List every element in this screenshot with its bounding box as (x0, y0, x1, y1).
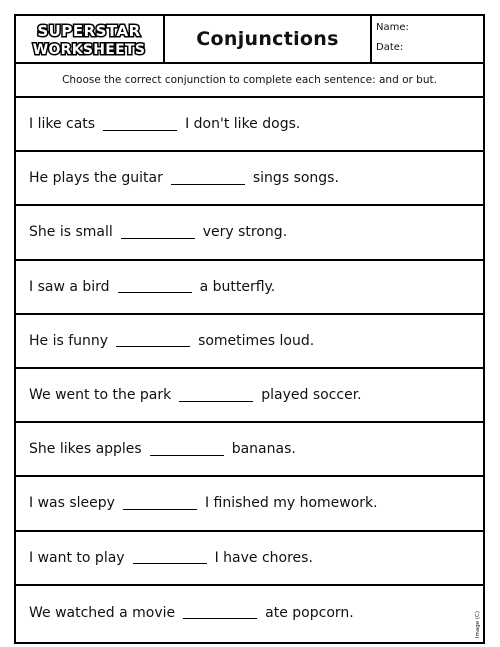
name-date-box (372, 16, 483, 62)
answer-blank[interactable] (150, 443, 224, 456)
sentence-start: I saw a bird (29, 278, 110, 295)
answer-blank[interactable] (171, 172, 245, 185)
page-title: Conjunctions (196, 28, 339, 50)
logo-text-worksheets: WORKSHEETS (32, 42, 146, 58)
sentence-end: sings songs. (252, 170, 339, 187)
answer-blank[interactable] (183, 606, 257, 619)
worksheet (14, 14, 485, 644)
answer-blank[interactable] (179, 389, 253, 402)
sentence-row (16, 369, 483, 423)
logo-text-superstar: SUPERSTAR (37, 22, 141, 40)
sentence-row (16, 315, 483, 369)
sentence-start: I like cats (29, 116, 96, 133)
sentence-start: We went to the park (29, 387, 172, 404)
title-cell (163, 16, 372, 62)
date-field-label: Date: (376, 42, 404, 53)
answer-blank[interactable] (103, 118, 177, 131)
superstar-worksheets-logo (20, 20, 158, 58)
sentence-end: ate popcorn. (265, 604, 354, 621)
sentence-start: She likes apples (29, 441, 142, 458)
sentence-row (16, 532, 483, 586)
sentence-start: He is funny (29, 332, 109, 349)
sentence-start: She is small (29, 224, 113, 241)
sentence-row (16, 206, 483, 260)
copyright-note: Image (C) (475, 610, 481, 638)
answer-blank[interactable] (123, 497, 197, 510)
sentence-end: sometimes loud. (198, 332, 315, 349)
sentence-end: bananas. (231, 441, 296, 458)
answer-blank[interactable] (133, 551, 207, 564)
sentence-row (16, 586, 483, 640)
sentence-end: I finished my homework. (204, 495, 378, 512)
sentence-start: We watched a movie (29, 604, 176, 621)
instructions: Choose the correct conjunction to complete each sentence: and or but. (16, 64, 483, 98)
sentence-row (16, 261, 483, 315)
answer-blank[interactable] (118, 280, 192, 293)
sentence-end: I don't like dogs. (185, 116, 301, 133)
worksheet-header (16, 16, 483, 64)
sentence-start: I want to play (29, 549, 125, 566)
sentence-row (16, 423, 483, 477)
sentence-end: very strong. (202, 224, 288, 241)
sentence-row (16, 477, 483, 531)
name-field-label: Name: (376, 22, 409, 33)
sentence-start: He plays the guitar (29, 170, 163, 187)
sentence-row (16, 152, 483, 206)
sentence-end: played soccer. (261, 387, 362, 404)
sentence-end: a butterfly. (199, 278, 276, 295)
answer-blank[interactable] (121, 226, 195, 239)
sentence-end: I have chores. (214, 549, 313, 566)
answer-blank[interactable] (116, 334, 190, 347)
sentence-row (16, 98, 483, 152)
sentence-start: I was sleepy (29, 495, 115, 512)
